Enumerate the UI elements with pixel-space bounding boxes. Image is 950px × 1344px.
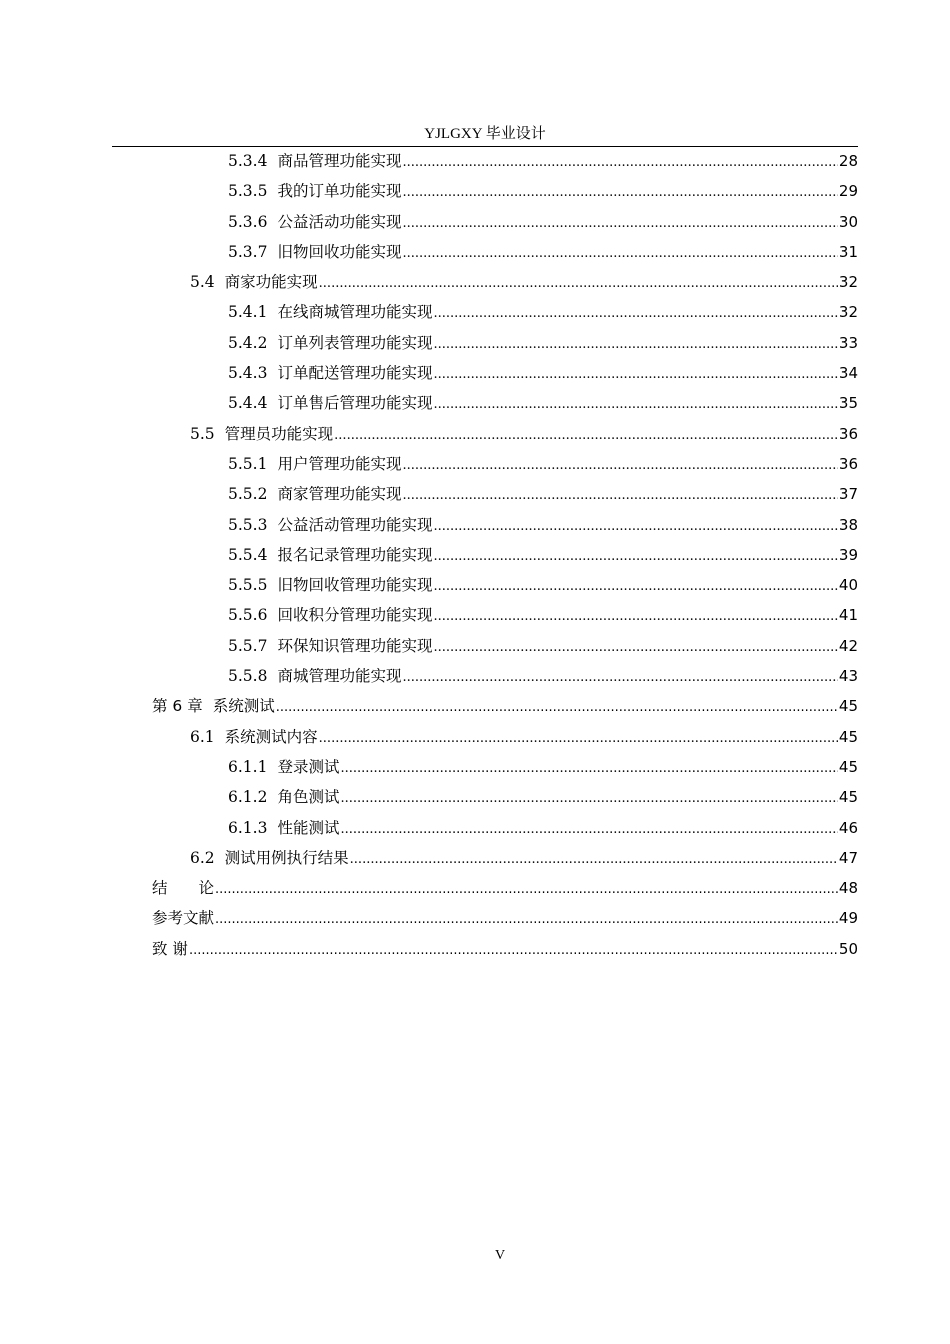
toc-leader-dots	[340, 813, 837, 845]
toc-entry-number: 6.1.2	[228, 788, 268, 807]
toc-entry-page: 36	[838, 454, 858, 473]
toc-entry[interactable]	[152, 903, 858, 933]
toc-leader-dots	[340, 752, 837, 784]
table-of-contents	[152, 146, 858, 964]
toc-entry-number: 5.5	[190, 424, 215, 443]
toc-entry-page: 30	[838, 212, 858, 231]
toc-entry-page: 33	[838, 333, 858, 352]
toc-entry-page: 40	[838, 576, 858, 595]
toc-entry-title: 旧物回收管理功能实现	[277, 576, 433, 595]
toc-entry-page: 45	[838, 788, 858, 807]
toc-entry-title: 报名记录管理功能实现	[277, 545, 433, 564]
page-number: V	[494, 1248, 506, 1263]
toc-entry-page: 50	[838, 939, 858, 958]
toc-entry-page: 38	[838, 515, 858, 534]
toc-entry[interactable]	[152, 934, 858, 964]
toc-leader-dots	[433, 600, 837, 632]
toc-entry-page: 32	[838, 303, 858, 322]
toc-entry-number: 5.3.7	[228, 242, 268, 261]
toc-entry[interactable]	[152, 600, 858, 630]
toc-entry-number: 6.2	[190, 848, 215, 867]
toc-entry-title: 系统测试内容	[224, 727, 318, 746]
toc-entry-title: 测试用例执行结果	[224, 848, 349, 867]
toc-entry-title: 我的订单功能实现	[277, 182, 402, 201]
toc-entry-page: 41	[838, 606, 858, 625]
toc-entry[interactable]	[152, 631, 858, 661]
page-header: YJLGXY 毕业设计	[424, 126, 546, 142]
toc-entry-page: 47	[838, 848, 858, 867]
toc-entry[interactable]	[152, 510, 858, 540]
toc-entry-title: 致 谢	[152, 939, 188, 958]
toc-entry-page: 43	[838, 667, 858, 686]
toc-leader-dots	[433, 328, 837, 360]
toc-leader-dots	[334, 419, 838, 451]
toc-leader-dots	[350, 843, 838, 875]
toc-leader-dots	[433, 540, 837, 572]
toc-entry[interactable]	[152, 813, 858, 843]
toc-entry-title: 角色测试	[277, 788, 340, 807]
toc-entry[interactable]	[152, 388, 858, 418]
toc-entry-title: 商家功能实现	[224, 273, 318, 292]
toc-leader-dots	[433, 631, 837, 663]
toc-leader-dots	[215, 903, 838, 935]
toc-leader-dots	[340, 782, 837, 814]
toc-entry[interactable]	[152, 479, 858, 509]
toc-leader-dots	[402, 176, 837, 208]
toc-entry[interactable]	[152, 540, 858, 570]
toc-entry[interactable]	[152, 419, 858, 449]
toc-leader-dots	[189, 934, 838, 966]
toc-entry-title: 系统测试	[212, 697, 275, 716]
toc-entry-title: 管理员功能实现	[224, 424, 334, 443]
toc-entry[interactable]	[152, 207, 858, 237]
toc-entry-number: 5.5.2	[228, 485, 268, 504]
toc-leader-dots	[402, 237, 837, 269]
toc-entry-number: 5.3.4	[228, 152, 268, 170]
toc-entry-page: 32	[838, 273, 858, 292]
toc-entry-number: 6.1.3	[228, 818, 268, 837]
toc-entry-number: 5.4.4	[228, 394, 268, 413]
toc-entry-number: 5.4.2	[228, 333, 268, 352]
toc-entry-page: 36	[838, 424, 858, 443]
toc-entry-page: 46	[838, 818, 858, 837]
toc-leader-dots	[402, 479, 837, 511]
toc-entry-title: 订单配送管理功能实现	[277, 364, 433, 383]
toc-entry-number: 5.4	[190, 273, 215, 292]
toc-entry[interactable]	[152, 267, 858, 297]
toc-entry-page: 37	[838, 485, 858, 504]
toc-entry-title: 登录测试	[277, 757, 340, 776]
toc-entry-title: 商品管理功能实现	[277, 152, 402, 170]
toc-leader-dots	[402, 146, 837, 178]
toc-entry-number: 5.5.1	[228, 454, 268, 473]
toc-entry-number: 5.5.6	[228, 606, 268, 625]
toc-entry-title: 旧物回收功能实现	[277, 242, 402, 261]
toc-entry-title: 环保知识管理功能实现	[277, 636, 433, 655]
toc-leader-dots	[433, 388, 837, 420]
toc-entry-number: 5.5.7	[228, 636, 268, 655]
toc-leader-dots	[276, 691, 838, 723]
toc-entry-page: 45	[838, 697, 858, 716]
toc-entry-page: 29	[838, 182, 858, 201]
toc-entry-number: 5.3.6	[228, 212, 268, 231]
toc-entry-number: 第 6 章	[152, 697, 203, 716]
toc-entry-page: 28	[838, 152, 858, 170]
toc-entry-title: 在线商城管理功能实现	[277, 303, 433, 322]
toc-entry-number: 5.3.5	[228, 182, 268, 201]
toc-leader-dots	[433, 297, 837, 329]
toc-entry[interactable]	[152, 843, 858, 873]
toc-leader-dots	[433, 570, 837, 602]
toc-leader-dots	[215, 873, 838, 905]
toc-entry-title: 性能测试	[277, 818, 340, 837]
toc-leader-dots	[402, 661, 837, 693]
toc-entry-title: 订单售后管理功能实现	[277, 394, 433, 413]
toc-entry-title: 商城管理功能实现	[277, 667, 402, 686]
toc-entry[interactable]	[152, 358, 858, 388]
toc-entry-page: 49	[838, 909, 858, 928]
toc-entry[interactable]	[152, 328, 858, 358]
toc-entry[interactable]	[152, 146, 858, 176]
toc-entry[interactable]	[152, 449, 858, 479]
toc-entry-title: 公益活动管理功能实现	[277, 515, 433, 534]
toc-entry[interactable]	[152, 570, 858, 600]
toc-entry[interactable]	[152, 661, 858, 691]
toc-entry-title: 回收积分管理功能实现	[277, 606, 433, 625]
toc-entry-title: 参考文献	[152, 909, 215, 928]
toc-entry[interactable]	[152, 782, 858, 812]
toc-entry-number: 6.1.1	[228, 757, 268, 776]
toc-entry-title: 用户管理功能实现	[277, 454, 402, 473]
toc-entry-title: 订单列表管理功能实现	[277, 333, 433, 352]
toc-entry-page: 35	[838, 394, 858, 413]
toc-entry-page: 45	[838, 727, 858, 746]
toc-leader-dots	[402, 449, 837, 481]
toc-entry-title: 商家管理功能实现	[277, 485, 402, 504]
toc-entry[interactable]	[152, 752, 858, 782]
toc-leader-dots	[433, 358, 837, 390]
toc-entry-number: 5.5.3	[228, 515, 268, 534]
toc-entry-number: 5.4.3	[228, 364, 268, 383]
toc-entry[interactable]	[152, 722, 858, 752]
toc-entry-number: 6.1	[190, 727, 215, 746]
toc-entry-page: 48	[838, 879, 858, 898]
toc-entry[interactable]	[152, 297, 858, 327]
toc-entry[interactable]	[152, 873, 858, 903]
toc-entry[interactable]	[152, 176, 858, 206]
toc-entry-page: 42	[838, 636, 858, 655]
toc-entry-page: 34	[838, 364, 858, 383]
toc-leader-dots	[433, 510, 837, 542]
toc-entry-number: 5.5.5	[228, 576, 268, 595]
toc-leader-dots	[402, 207, 837, 239]
toc-entry[interactable]	[152, 237, 858, 267]
toc-entry[interactable]	[152, 691, 858, 721]
toc-entry-number: 5.5.4	[228, 545, 268, 564]
toc-entry-title: 结 论	[152, 879, 215, 898]
toc-entry-title: 公益活动功能实现	[277, 212, 402, 231]
toc-leader-dots	[319, 267, 838, 299]
toc-entry-number: 5.4.1	[228, 303, 268, 322]
toc-entry-page: 45	[838, 757, 858, 776]
toc-entry-number: 5.5.8	[228, 667, 268, 686]
toc-entry-page: 39	[838, 545, 858, 564]
toc-leader-dots	[319, 722, 838, 754]
toc-entry-page: 31	[838, 242, 858, 261]
